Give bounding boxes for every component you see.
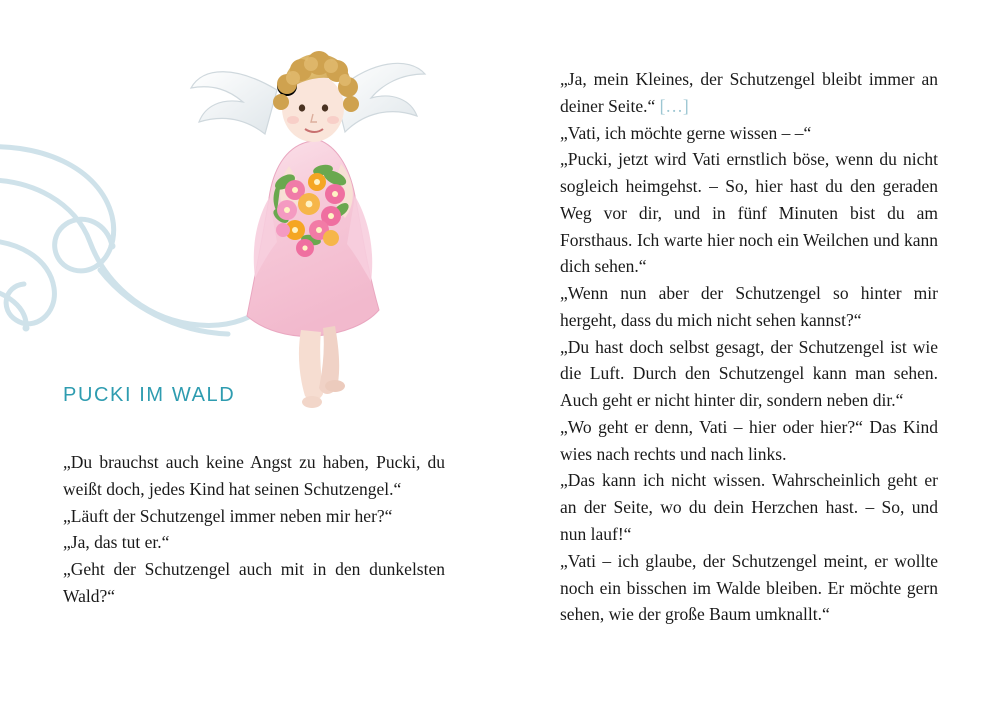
left-text-column <box>63 385 445 610</box>
angel-with-flowers-illustration <box>185 30 455 420</box>
paragraph-text: „Ja, mein Kleines, der Schutzengel bleibt immer an deiner Seite.“ <box>560 69 938 116</box>
paragraph-with-ellipsis <box>560 66 938 120</box>
paragraph: „Wenn nun aber der Schutzengel so hinter mir hergeht, dass du mich nicht sehen kannst?“ <box>560 283 938 330</box>
chapter-title: PUCKI IM WALD <box>63 384 236 406</box>
paragraph: „Pucki, jetzt wird Vati ernstlich böse, wenn du nicht sogleich heimgehst. – So, hier hast du den geraden Weg vor dir, und in fünf Minuten bist du am Forsthaus. Ich warte hier noch ein Weilchen und kann dich sehen.“ <box>560 149 938 277</box>
paragraph: „Ja, das tut er.“ <box>63 532 170 553</box>
paragraph: „Du brauchst auch keine Angst zu haben, Pucki, du weißt doch, jedes Kind hat seinen Schutzengel.“ <box>63 452 445 499</box>
paragraph: „Läuft der Schutzengel immer neben mir her?“ <box>63 505 393 526</box>
wing-left <box>191 72 277 134</box>
paragraph: „Das kann ich nicht wissen. Wahrscheinlich geht er an der Seite, wo du dein Herzchen hast. – So, und nun lauf!“ <box>560 470 938 545</box>
paragraph: „Du hast doch selbst gesagt, der Schutzengel ist wie die Luft. Durch den Schutzengel kann man sehen. Auch geht er nicht hinter dir, sondern neben dir.“ <box>560 336 938 411</box>
paragraph: „Vati – ich glaube, der Schutzengel meint, er wollte noch ein bisschen im Walde bleiben. Er möchte gern sehen, wie der große Baum umknallt.“ <box>560 550 938 625</box>
right-text-column <box>560 66 938 628</box>
editorial-ellipsis: […] <box>659 95 689 116</box>
paragraph: „Vati, ich möchte gerne wissen – –“ <box>560 122 812 143</box>
paragraph: „Geht der Schutzengel auch mit in den dunkelsten Wald?“ <box>63 559 445 606</box>
paragraph: „Wo geht er denn, Vati – hier oder hier?“ Das Kind wies nach rechts und nach links. <box>560 416 938 464</box>
